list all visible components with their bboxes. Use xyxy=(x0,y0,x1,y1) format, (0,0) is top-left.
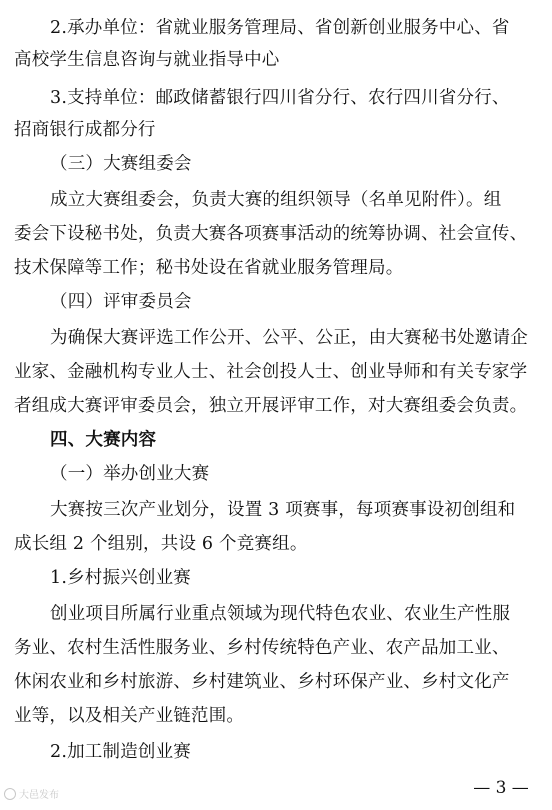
subsection-heading: 1.乡村振兴创业赛 xyxy=(50,568,191,588)
section-heading: （三）大赛组委会 xyxy=(50,154,192,174)
text-line: 务业、农村生活性服务业、乡村传统特色产业、农产品加工业、 xyxy=(14,638,510,658)
text-line: 技术保障等工作；秘书处设在省就业服务管理局。 xyxy=(14,258,404,278)
text-line: 招商银行成都分行 xyxy=(14,120,156,140)
text-line: 休闲农业和乡村旅游、乡村建筑业、乡村环保产业、乡村文化产 xyxy=(14,672,510,692)
subsection-heading: 2.加工制造创业赛 xyxy=(50,742,191,762)
section-heading: （一）举办创业大赛 xyxy=(50,464,210,484)
text-line: 大赛按三次产业划分，设置 3 项赛事，每项赛事设初创组和 xyxy=(50,500,516,520)
text-line: 成长组 2 个组别，共设 6 个竞赛组。 xyxy=(14,534,308,554)
text-line: 2.承办单位：省就业服务管理局、省创新创业服务中心、省 xyxy=(50,18,510,38)
page-number: — 3 — xyxy=(473,778,529,798)
section-heading: （四）评审委员会 xyxy=(50,292,192,312)
watermark-text: 大邑发布 xyxy=(19,790,59,801)
text-line: 为确保大赛评选工作公开、公平、公正，由大赛秘书处邀请企 xyxy=(50,328,528,348)
watermark-logo-icon xyxy=(4,788,16,800)
watermark xyxy=(4,786,59,801)
text-line: 高校学生信息咨询与就业指导中心 xyxy=(14,50,280,70)
text-line: 成立大赛组委会，负责大赛的组织领导（名单见附件）。组 xyxy=(50,190,502,210)
chapter-heading: 四、大赛内容 xyxy=(50,430,157,450)
text-line: 3.支持单位：邮政储蓄银行四川省分行、农行四川省分行、 xyxy=(50,88,510,108)
text-line: 创业项目所属行业重点领域为现代特色农业、农业生产性服 xyxy=(50,604,511,624)
text-line: 委会下设秘书处，负责大赛各项赛事活动的统筹协调、社会宣传、 xyxy=(14,224,528,244)
text-line: 业家、金融机构专业人士、社会创投人士、创业导师和有关专家学 xyxy=(14,362,528,382)
text-line: 者组成大赛评审委员会，独立开展评审工作，对大赛组委会负责。 xyxy=(14,396,528,416)
text-line: 业等，以及相关产业链范围。 xyxy=(14,706,245,726)
